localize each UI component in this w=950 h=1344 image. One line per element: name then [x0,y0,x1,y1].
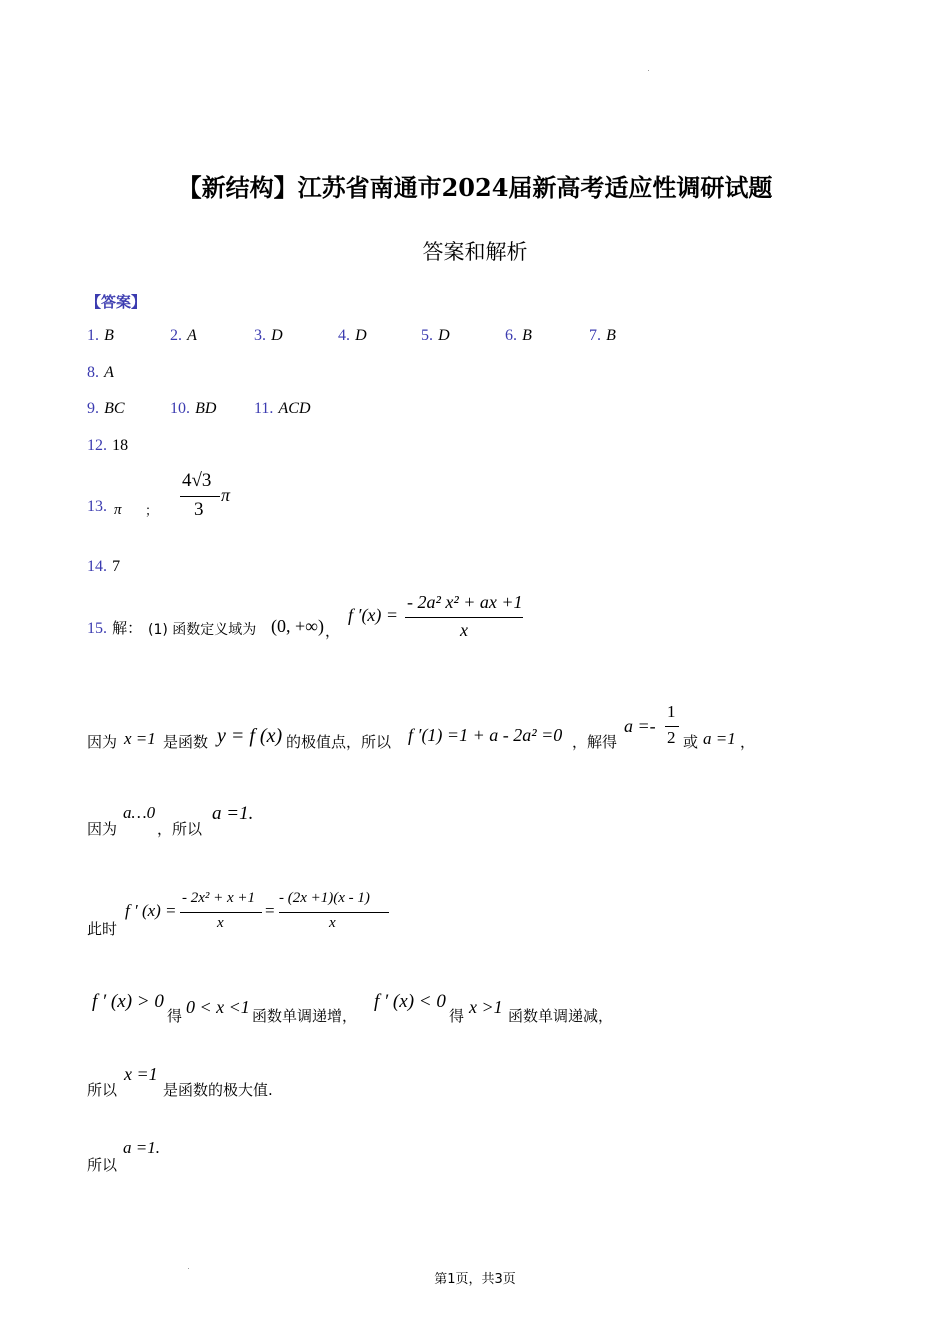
answer-item: 9. BC [87,400,125,417]
answer-item: 4. D [338,327,367,344]
text: 得 [167,1007,183,1025]
answer-item: 2. A [170,327,197,344]
text: 所以 [87,1156,118,1174]
math: x >1 [469,997,503,1017]
derivative-fraction: - 2a² x² + ax +1 x [407,592,523,640]
answer-item: 12. 18 [87,437,129,454]
math: x =1 [124,729,156,748]
pi-symbol: π [114,502,122,518]
fraction-one-half: 1 2 [665,702,679,754]
text: ， [740,733,756,751]
answer-item: 8. A [87,364,114,381]
math: f ′ (x) > 0 [92,991,164,1012]
fraction: - (2x +1)(x - 1) x [279,890,389,936]
math: y = f (x) [217,725,283,747]
q15-intro: 15. 解： [87,619,143,637]
text: 的极值点，所以 [286,733,392,751]
answer-item: 5. D [421,327,450,344]
answer-item: 3. D [254,327,283,344]
document-title: 【新结构】江苏省南通市2024届新高考适应性调研试题 [177,173,773,202]
math: a =- [624,716,656,736]
text: 此时 [87,920,118,938]
math: f ′(1) =1 + a - 2a² =0 [408,725,563,745]
text: 是函数 [163,733,209,751]
answer-item: 11. ACD [254,400,311,417]
answer-item: 10. BD [170,400,217,417]
comma: ， [325,622,341,640]
answer-item: 7. B [589,327,616,344]
math: a =1 [703,729,736,748]
math: a =1. [212,803,254,824]
fraction: - 2x² + x +1 x [180,890,262,936]
answer-item: 1. B [87,327,114,344]
answer-section-label: 【答案】 [86,293,147,311]
text: 是函数的极大值. [163,1081,273,1099]
document-subtitle: 答案和解析 [422,240,528,264]
text: 或 [683,733,699,751]
text: 函数单调递减， [508,1007,614,1025]
fraction-4sqrt3-over-3: 4√3 3 [180,470,220,522]
text: ，解得 [572,733,618,751]
text: 得 [449,1007,465,1025]
math: x =1 [124,1064,158,1084]
answer-item: 14. 7 [87,558,121,575]
separator: ； [145,504,159,519]
derivative-lhs: f ′(x) = [348,605,399,625]
math: f ′ (x) < 0 [374,991,446,1012]
text: 所以 [87,1081,118,1099]
text: 因为 [87,820,118,838]
math: a =1. [123,1138,160,1157]
answer-item: 6. B [505,327,532,344]
text: ，所以 [157,820,203,838]
equals: = [265,901,275,920]
answer-item-13: 13. [87,498,107,515]
text: 函数单调递增， [252,1007,358,1025]
page-footer: 第1页，共3页 [434,1272,516,1287]
math: 0 < x <1 [186,997,250,1017]
text: 因为 [87,733,118,751]
domain-interval: (0, +∞) [271,616,324,636]
q15-part1: (1) 函数定义域为 [148,622,257,638]
pi-symbol: π [221,485,231,505]
math: a…0 [123,803,156,822]
page-speck [648,70,649,71]
math: f ′ (x) = [125,901,177,920]
